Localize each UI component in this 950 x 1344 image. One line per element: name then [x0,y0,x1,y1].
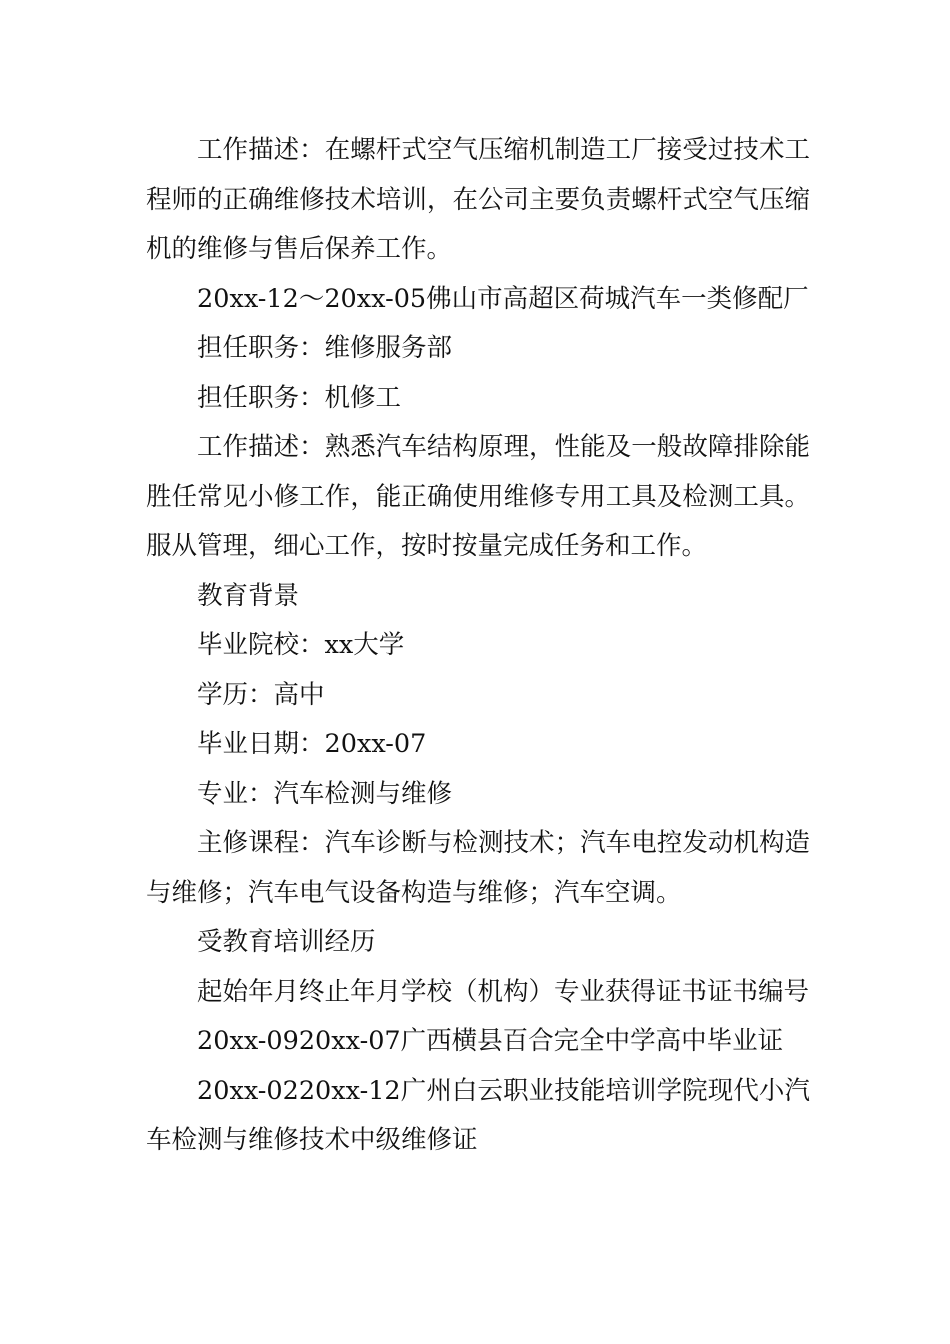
paragraph-training-row-2: 20xx-0220xx-12广州白云职业技能培训学院现代小汽车检测与维修技术中级维修证 [146,1075,810,1155]
section-heading-education: 教育背景 [197,580,300,611]
paragraph-job-description-2: 工作描述：熟悉汽车结构原理，性能及一般故障排除能胜任常见小修工作，能正确使用维修专用工具及检测工具。服从管理，细心工作，按时按量完成任务和工作。 [146,432,810,561]
section-heading-training: 受教育培训经历 [197,927,376,957]
paragraph-degree: 学历：高中 [197,679,325,710]
paragraph-position-title: 担任职务：机修工 [197,382,402,413]
paragraph-employment-period: 20xx-12～20xx-05佛山市高超区荷城汽车一类修配厂 [197,283,809,314]
document-body [146,126,810,1166]
paragraph-training-row-1: 20xx-0920xx-07广西横县百合完全中学高中毕业证 [197,1026,784,1056]
paragraph-job-description-1: 工作描述：在螺杆式空气压缩机制造工厂接受过技术工程师的正确维修技术培训，在公司主要负责螺杆式空气压缩机的维修与售后保养工作。 [146,135,810,264]
paragraph-training-header: 起始年月终止年月学校（机构）专业获得证书证书编号 [197,976,810,1007]
paragraph-courses: 主修课程：汽车诊断与检测技术；汽车电控发动机构造与维修；汽车电气设备构造与维修；汽车空调。 [146,828,810,908]
paragraph-graduation-date: 毕业日期：20xx-07 [197,729,427,759]
paragraph-school: 毕业院校：xx大学 [197,630,405,660]
paragraph-position-department: 担任职务：维修服务部 [197,333,453,363]
paragraph-major: 专业：汽车检测与维修 [197,778,453,809]
